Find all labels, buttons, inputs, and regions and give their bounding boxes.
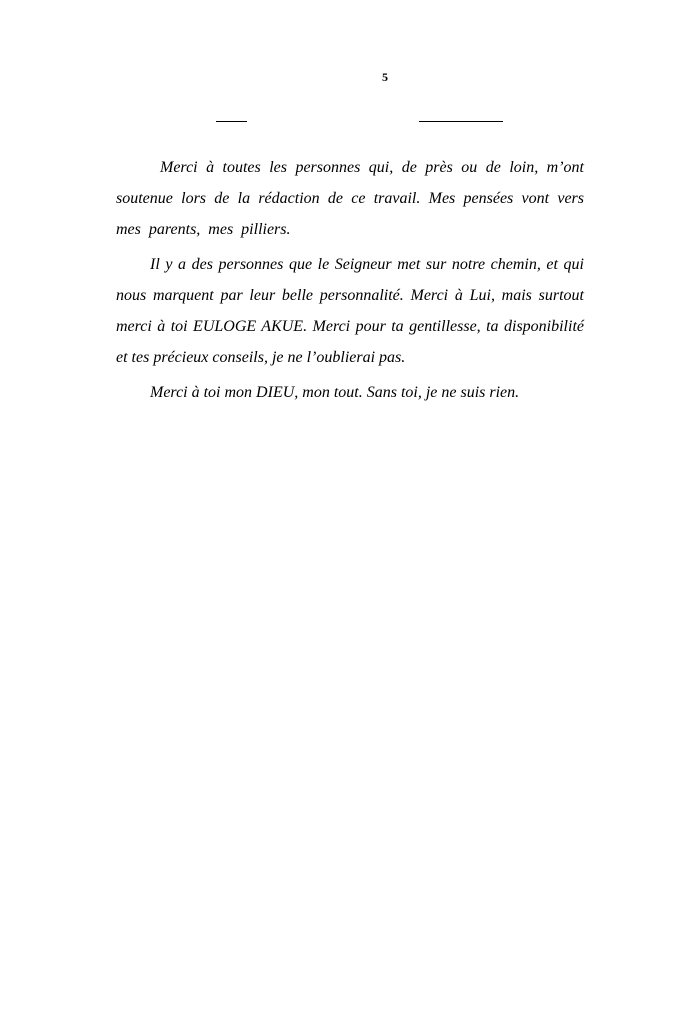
page-number: 5 [382, 70, 388, 84]
paragraph-thanks-god: Merci à toi mon DIEU, mon tout. Sans toi, je ne suis rien. [150, 384, 520, 401]
paragraph-thanks-euloge: Il y a des personnes que le Seigneur met sur notre chemin, et qui nous marquent par leur belle personnalité. Merci à Lui, mais surtout merci à toi EULOGE AKUE. Merci pour ta gentillesse, ta disponibilité et tes précieux conseils, je ne l’oublierai pas. [116, 256, 584, 366]
right-underline-rule [419, 121, 503, 122]
acknowledgements-body [116, 152, 584, 412]
left-underline-rule [216, 121, 247, 122]
paragraph-thanks-everyone: Merci à toutes les personnes qui, de près ou de loin, m’ont soutenue lors de la rédaction de ce travail. Mes pensées vont vers mes parents, mes pilliers. [116, 159, 584, 238]
